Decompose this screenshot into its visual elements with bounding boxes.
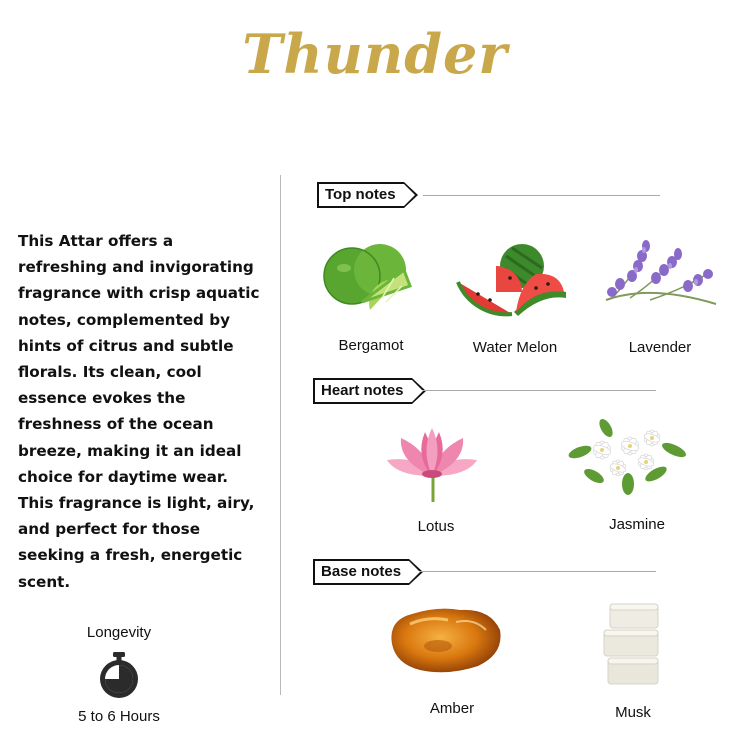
fragrance-description: This Attar offers a refreshing and invigorating fragrance with crisp aquatic notes, complemented by hints of citrus and subtle florals. Its clean, cool essence evokes the freshness of the ocean breeze, making it an ideal choice for daytime wear. This fragrance is light, airy, and perfect for those seeking a fresh, energetic scent. [18, 232, 260, 591]
musk-image [600, 602, 666, 688]
top-notes-title: Top notes [325, 186, 396, 203]
lime-image [322, 240, 414, 312]
heart-notes-line [418, 390, 656, 391]
heart-notes-title: Heart notes [321, 382, 404, 399]
base-notes-tag [313, 559, 409, 585]
vertical-divider [280, 175, 281, 695]
ingredient-label-lavender: Lavender [628, 339, 692, 356]
ingredient-label-lotus: Lotus [417, 518, 455, 535]
brand-title: Thunder [242, 22, 508, 86]
jasmine-image [566, 416, 690, 496]
ingredient-label-jasmine: Jasmine [609, 516, 665, 533]
lavender-image [600, 238, 720, 314]
ingredient-label-watermelon: Water Melon [472, 339, 558, 356]
base-notes-line [418, 571, 656, 572]
longevity-label: Longevity [86, 624, 152, 641]
longevity-value: 5 to 6 Hours [78, 708, 160, 725]
amber-image [386, 604, 504, 676]
watermelon-image [456, 242, 568, 318]
base-notes-title: Base notes [321, 563, 402, 580]
top-notes-tag [317, 182, 404, 208]
top-notes-line [423, 195, 660, 196]
ingredient-label-amber: Amber [429, 700, 475, 717]
heart-notes-tag [313, 378, 412, 404]
ingredient-label-bergamot: Bergamot [338, 337, 404, 354]
lotus-image [385, 426, 479, 504]
ingredient-label-musk: Musk [615, 704, 651, 721]
stopwatch-icon [96, 652, 142, 700]
